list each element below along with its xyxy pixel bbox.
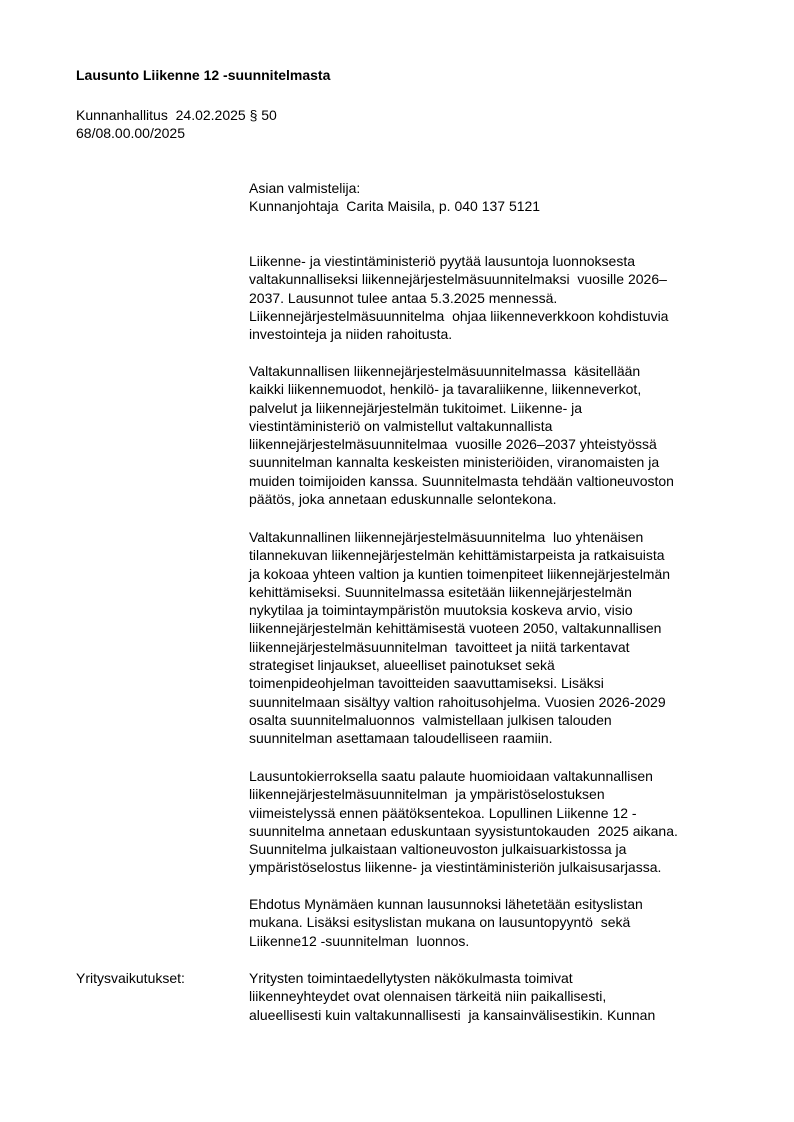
text-line: mukana. Lisäksi esityslistan mukana on lausuntopyyntö sekä	[249, 914, 631, 931]
case-number: 68/08.00.00/2025	[76, 125, 185, 141]
text-line: suunnitelma annetaan eduskuntaan syysistuntokauden 2025 aikana.	[249, 822, 678, 839]
preparer-name: Kunnanjohtaja Carita Maisila, p. 040 137 5121	[249, 198, 541, 215]
text-line: suunnitelman kannalta keskeisten ministeriöiden, viranomaisten ja	[249, 454, 660, 471]
text-line: Yritysten toimintaedellytysten näkökulmasta toimivat	[249, 970, 573, 986]
text-line: strategiset linjaukset, alueelliset painotukset sekä	[249, 657, 555, 674]
text-line: Ehdotus Mynämäen kunnan lausunnoksi lähetetään esityslistan	[249, 896, 643, 912]
text-line: viestintäministeriö on valmistellut valtakunnallista	[249, 417, 553, 434]
text-line: ympäristöselostus liikenne- ja viestintäministeriön julkaisusarjassa.	[249, 859, 662, 876]
text-line: muiden toimijoiden kanssa. Suunnitelmasta tehdään valtioneuvoston	[249, 472, 674, 489]
text-line: nykytilaa ja toimintaympäristön muutoksia koskeva arvio, visio	[249, 602, 633, 619]
text-line: Liikennejärjestelmäsuunnitelma ohjaa liikenneverkkoon kohdistuvia	[249, 307, 669, 324]
text-line: viimeistelyssä ennen päätöksentekoa. Lopullinen Liikenne 12 -	[249, 804, 637, 821]
text-line: toimenpideohjelman tavoitteiden saavuttamiseksi. Lisäksi	[249, 675, 604, 692]
text-line: liikennejärjestelmäsuunnitelman ja ympäristöselostuksen	[249, 786, 605, 803]
text-line: liikennejärjestelmäsuunnitelman tavoitteet ja niitä tarkentavat	[249, 638, 630, 655]
text-line: Lausuntokierroksella saatu palaute huomioidaan valtakunnallisen	[249, 768, 653, 784]
text-line: ja kokoaa yhteen valtion ja kuntien toimenpiteet liikennejärjestelmän	[249, 565, 671, 582]
text-line: Valtakunnallisen liikennejärjestelmäsuunnitelmassa käsitellään	[249, 363, 641, 379]
text-line: tilannekuvan liikennejärjestelmän kehittämistarpeista ja ratkaisuista	[249, 547, 665, 564]
meeting-info	[76, 106, 277, 142]
text-line: palvelut ja liikennejärjestelmän tukitoimet. Liikenne- ja	[249, 399, 583, 416]
text-line: osalta suunnitelmaluonnos valmistellaan julkisen talouden	[249, 711, 612, 728]
text-line: suunnitelmaan sisältyy valtion rahoitusohjelma. Vuosien 2026-2029	[249, 693, 666, 710]
paragraph-4	[249, 767, 749, 877]
text-line: suunnitelman asettamaan taloudelliseen raamiin.	[249, 730, 553, 747]
text-line: liikennejärjestelmän kehittämisestä vuoteen 2050, valtakunnallisen	[249, 620, 662, 637]
paragraph-2	[249, 362, 749, 508]
preparer-block	[249, 179, 749, 216]
paragraph-3	[249, 528, 749, 748]
preparer-label: Asian valmistelija:	[249, 180, 361, 196]
document-title: Lausunto Liikenne 12 -suunnitelmasta	[76, 67, 331, 83]
text-line: 2037. Lausunnot tulee antaa 5.3.2025 mennessä.	[249, 289, 558, 306]
text-line: Liikenne- ja viestintäministeriö pyytää lausuntoja luonnoksesta	[249, 253, 635, 269]
text-line: liikennejärjestelmäsuunnitelmaa vuosille 2026–2037 yhteistyössä	[249, 436, 657, 453]
business-impact-label: Yritysvaikutukset:	[76, 970, 185, 986]
paragraph-5	[249, 895, 749, 950]
business-impact-text	[249, 969, 749, 1024]
text-line: alueellisesti kuin valtakunnallisesti ja kansainvälisestikin. Kunnan	[249, 1006, 656, 1023]
paragraph-1	[249, 252, 749, 343]
text-line: Valtakunnallinen liikennejärjestelmäsuunnitelma luo yhtenäisen	[249, 529, 644, 545]
text-line: päätös, joka annetaan eduskunnalle selontekona.	[249, 491, 557, 508]
text-line: Suunnitelma julkaistaan valtioneuvoston julkaisuarkistossa ja	[249, 841, 627, 858]
text-line: kaikki liikennemuodot, henkilö- ja tavaraliikenne, liikenneverkot,	[249, 381, 642, 398]
text-line: investointeja ja niiden rahoitusta.	[249, 326, 453, 343]
text-line: valtakunnalliseksi liikennejärjestelmäsuunnitelmaksi vuosille 2026–	[249, 271, 667, 288]
text-line: liikenneyhteydet ovat olennaisen tärkeitä niin paikallisesti,	[249, 988, 607, 1005]
meeting-line: Kunnanhallitus 24.02.2025 § 50	[76, 107, 277, 123]
text-line: Liikenne12 -suunnitelman luonnos.	[249, 932, 470, 949]
text-line: kehittämiseksi. Suunnitelmassa esitetään liikennejärjestelmän	[249, 583, 632, 600]
